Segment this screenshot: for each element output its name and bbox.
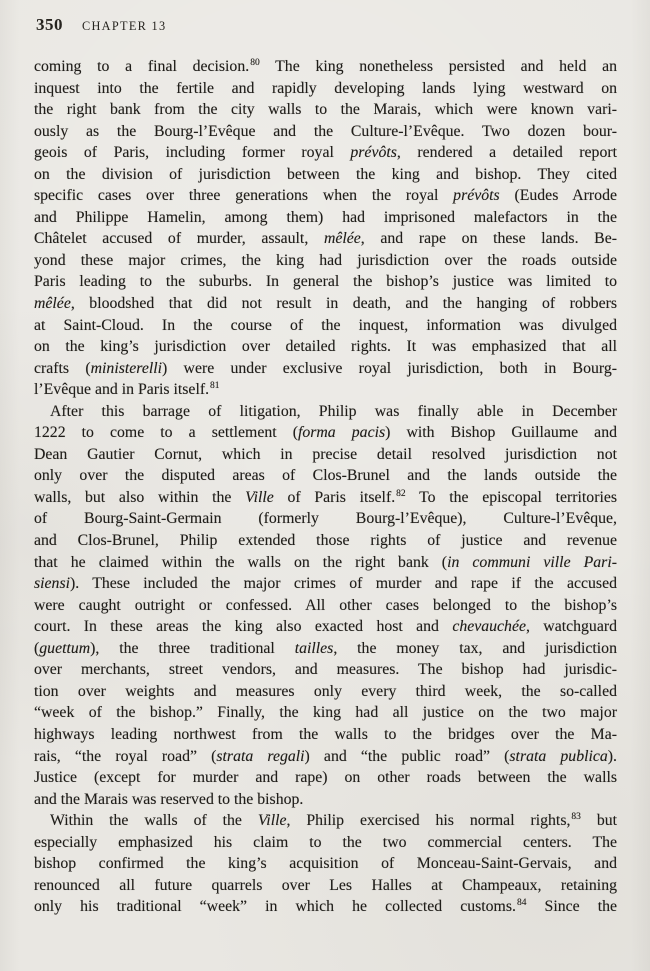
text-line [34,164,617,186]
text-run: tion over weights and measures only every third week, the so-called [34,682,617,700]
text-run: yond these major crimes, the king had jurisdiction over the roads outside [34,251,617,269]
text-line [34,444,617,466]
text-run: and the Marais was reserved to the bishop. [34,790,304,808]
text-run: geois of Paris, including former royal [34,144,351,162]
italic-text: guettum [39,639,91,657]
text-line [34,724,617,746]
italic-text: in communi ville Pari- [447,553,617,571]
footnote-reference: 82 [396,488,406,499]
italic-text: strata publica [509,747,608,765]
text-run: of Bourg-Saint-Germain (formerly Bourg-l’Evêque), Culture-l’Evêque, [34,510,617,528]
text-run: Dean Gautier Cornut, which in precise detail resolved jurisdiction not [34,445,617,463]
text-run: , rendered a detailed report [396,144,617,162]
footnote-reference: 83 [571,812,581,823]
text-line [34,185,617,207]
text-run: crafts ( [34,359,91,377]
text-run: ) were under exclusive royal jurisdiction, both in Bourg- [162,359,617,377]
text-line [34,207,617,229]
italic-text: strata regali [216,747,305,765]
text-line [34,638,617,660]
text-run: Paris leading to the suburbs. In general the bishop’s justice was limited to [34,273,617,291]
text-line [34,271,617,293]
text-run: ( [34,639,40,657]
text-run: , Philip exercised his normal rights, [286,812,571,830]
text-run: but [580,812,618,830]
text-run: and Clos-Brunel, Philip extended those rights of justice and revenue [34,532,617,550]
text-run: on the division of jurisdiction between the king and bishop. They cited [34,165,617,183]
footnote-reference: 84 [516,898,527,909]
text-run: over merchants, street vendors, and measures. The bishop had jurisdic- [34,661,617,679]
text-run: that he claimed within the walls on the right bank ( [34,553,448,571]
italic-text: mêlée [34,295,71,313]
text-line [34,56,617,78]
text-run: l’Evêque and in Paris itself. [34,381,210,399]
text-run: the right bank from the city walls to the Marais, which were known vari- [34,101,617,119]
text-run: Within the walls of the [50,812,258,830]
text-line [34,250,617,272]
text-line [34,616,617,638]
running-head [36,15,166,35]
text-line [34,422,617,444]
text-run: only over the disputed areas of Clos-Brunel and the lands outside the [34,467,617,485]
text-run: , bloodshed that did not result in death, and the hanging of robbers [70,295,617,313]
text-line [34,487,617,509]
text-line [34,681,617,703]
text-run: ). These included the major crimes of murder and rape if the accused [69,575,617,593]
footnote-reference: 81 [210,381,220,392]
text-run: bishop confirmed the king’s acquisition of Monceau-Saint-Gervais, and [34,855,617,873]
text-run: Justice (except for murder and rape) on other roads between the walls [34,769,617,787]
text-run: Since the [526,898,617,916]
text-line [34,659,617,681]
text-line [34,875,617,897]
text-line [34,530,617,552]
text-run: ). [607,747,618,765]
text-line [34,358,617,380]
text-run: coming to a final decision. [34,58,250,75]
text-run: were caught outright or confessed. All other cases belonged to the bishop’s [34,596,617,614]
text-line [34,465,617,487]
text-run: ously as the Bourg-l’Evêque and the Culture-l’Evêque. Two dozen bour- [34,122,617,140]
italic-text: ministerelli [90,359,162,377]
text-run: ), the three traditional [90,639,295,657]
text-line [34,401,617,423]
text-run: After this barrage of litigation, Philip was finally able in December [50,402,617,420]
text-line [34,228,617,250]
text-run: (Eudes Arrode [499,187,617,205]
italic-text: chevauchée [452,618,526,636]
text-run: To the episcopal territories [405,488,617,506]
text-run: ) with Bishop Guillaume and [385,424,617,442]
text-run: rais, “the royal road” ( [34,747,217,765]
text-line [34,508,617,530]
italic-text: prévôts [350,144,397,162]
text-run: on the king’s jurisdiction over detailed rights. It was emphasized that all [34,338,617,356]
text-run: , and rape on these lands. Be- [360,230,617,248]
italic-text: tailles [294,639,334,657]
text-run: Châtelet accused of murder, assault, [34,230,324,248]
italic-text: mêlée [323,230,361,248]
text-line [34,78,617,100]
footnote-reference: 80 [250,58,260,68]
text-run: walls, but also within the [34,488,246,506]
italic-text: Ville [245,488,274,506]
text-line [34,832,617,854]
page-number: 350 [36,15,63,34]
text-line [34,702,617,724]
text-run: , the money tax, and jurisdiction [333,639,617,657]
text-line [34,99,617,121]
italic-text: prévôts [453,187,500,205]
text-line [34,896,617,918]
text-line [34,746,617,768]
text-line [34,573,617,595]
text-line [34,789,617,811]
text-run: at Saint-Cloud. In the course of the inquest, information was divulged [34,316,617,334]
text-line [34,853,617,875]
text-run: , watchguard [525,618,617,636]
italic-text: forma pacis [297,424,386,442]
text-run: court. In these areas the king also exacted host and [34,618,453,636]
text-run: ) and “the public road” ( [304,747,510,765]
text-line [34,293,617,315]
text-run: 1222 to come to a settlement ( [34,424,298,442]
text-run: highways leading northwest from the walls to the bridges over the Ma- [34,725,617,743]
text-line [34,336,617,358]
text-run: The king nonetheless persisted and held an [259,58,617,75]
text-line [34,315,617,337]
text-line [34,767,617,789]
text-run: and Philippe Hamelin, among them) had imprisoned malefactors in the [34,208,617,226]
text-run: only his traditional “week” in which he collected customs. [34,898,516,916]
text-run: inquest into the fertile and rapidly developing lands lying westward on [34,79,617,97]
text-run: specific cases over three generations when the royal [34,187,454,205]
text-run: of Paris itself. [273,488,396,506]
text-line [34,379,617,401]
text-line [34,810,617,832]
text-line [34,552,617,574]
text-run: especially emphasized his claim to the two commercial centers. The [34,833,617,851]
italic-text: Ville [257,812,287,830]
italic-text: siensi [34,575,70,593]
text-run: renounced all future quarrels over Les Halles at Champeaux, retaining [34,876,617,894]
text-run: “week of the bishop.” Finally, the king had all justice on the two major [34,704,617,722]
chapter-label: CHAPTER 13 [82,19,167,33]
text-line [34,142,617,164]
text-line [34,121,617,143]
text-line [34,595,617,617]
text-block [34,56,617,918]
